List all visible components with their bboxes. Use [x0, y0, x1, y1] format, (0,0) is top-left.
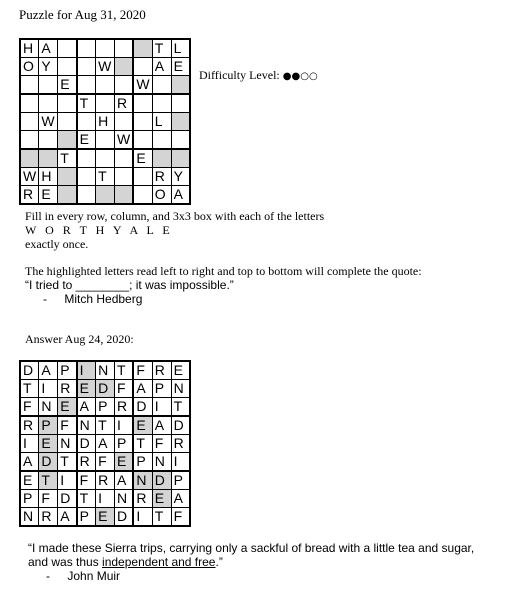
grid-cell: D — [77, 434, 96, 452]
grid-cell: R — [39, 507, 58, 525]
grid-cell — [171, 76, 190, 94]
grid-cell: N — [171, 379, 190, 397]
grid-cell: R — [20, 416, 39, 434]
grid-cell: E — [39, 185, 58, 203]
quote-intro-text: The highlighted letters read left to right and top to bottom will complete the quote: — [25, 264, 422, 278]
grid-cell — [96, 149, 115, 167]
grid-cell: N — [114, 489, 133, 507]
grid-cell: T — [58, 149, 77, 167]
grid-cell: H — [39, 167, 58, 185]
grid-cell: I — [133, 507, 152, 525]
grid-cell — [96, 185, 115, 203]
grid-cell: H — [20, 39, 39, 57]
grid-cell — [152, 94, 171, 112]
puzzle-quote: “I tried to ________; it was impossible.” — [25, 278, 234, 292]
grid-cell: A — [152, 416, 171, 434]
grid-cell: R — [114, 94, 133, 112]
grid-cell: N — [39, 398, 58, 416]
grid-cell — [114, 149, 133, 167]
grid-cell: D — [114, 507, 133, 525]
grid-cell: F — [152, 434, 171, 452]
grid-row — [20, 185, 190, 203]
grid-cell: A — [133, 379, 152, 397]
grid-cell: T — [20, 379, 39, 397]
answer-attribution-name: John Muir — [67, 569, 121, 583]
grid-cell: R — [114, 398, 133, 416]
grid-cell: L — [152, 112, 171, 130]
grid-cell: E — [133, 416, 152, 434]
grid-row — [20, 130, 190, 148]
grid-cell — [39, 130, 58, 148]
grid-row — [20, 76, 190, 94]
grid-cell: T — [133, 434, 152, 452]
grid-cell: I — [96, 489, 115, 507]
grid-cell: H — [96, 112, 115, 130]
grid-cell: E — [114, 452, 133, 470]
answer-quote-text: “I made these Sierra trips, carrying only a sackful of bread with a little tea and sugar, and was thus — [28, 541, 475, 569]
grid-cell — [39, 149, 58, 167]
attribution-name: Mitch Hedberg — [64, 292, 143, 306]
grid-cell — [58, 112, 77, 130]
grid-cell: D — [58, 489, 77, 507]
grid-cell: L — [171, 39, 190, 57]
grid-row — [20, 471, 190, 489]
grid-cell: D — [133, 398, 152, 416]
grid-cell — [171, 94, 190, 112]
instructions-line-1: Fill in every row, column, and 3x3 box with each of the letters — [25, 209, 325, 223]
grid-cell — [77, 185, 96, 203]
grid-cell: A — [114, 471, 133, 489]
grid-cell — [58, 39, 77, 57]
grid-cell: T — [152, 39, 171, 57]
grid-cell: T — [96, 416, 115, 434]
grid-cell: R — [152, 361, 171, 379]
answer-quote-end: .” — [215, 555, 223, 569]
grid-cell — [114, 185, 133, 203]
grid-row — [20, 379, 190, 397]
grid-cell: E — [77, 130, 96, 148]
grid-cell: W — [39, 112, 58, 130]
grid-cell — [58, 185, 77, 203]
grid-cell: R — [133, 489, 152, 507]
grid-cell: R — [20, 185, 39, 203]
grid-cell: T — [39, 471, 58, 489]
grid-cell: I — [171, 452, 190, 470]
grid-cell: R — [171, 434, 190, 452]
grid-cell — [133, 112, 152, 130]
quote-section — [25, 264, 422, 306]
grid-cell: E — [58, 76, 77, 94]
grid-cell: T — [171, 398, 190, 416]
grid-cell — [58, 57, 77, 75]
grid-cell — [152, 76, 171, 94]
difficulty-level — [199, 68, 318, 83]
grid-cell — [133, 185, 152, 203]
grid-cell — [152, 130, 171, 148]
grid-cell: E — [96, 507, 115, 525]
grid-cell: E — [20, 471, 39, 489]
grid-cell: P — [77, 507, 96, 525]
grid-cell: T — [114, 361, 133, 379]
grid-cell — [39, 94, 58, 112]
grid-cell: A — [171, 185, 190, 203]
grid-cell — [171, 149, 190, 167]
grid-cell: O — [20, 57, 39, 75]
grid-cell — [114, 112, 133, 130]
grid-cell: D — [171, 416, 190, 434]
grid-cell: N — [77, 416, 96, 434]
grid-cell: R — [152, 167, 171, 185]
grid-cell — [133, 57, 152, 75]
grid-cell: D — [20, 361, 39, 379]
grid-cell: E — [171, 57, 190, 75]
grid-cell — [171, 130, 190, 148]
grid-cell — [96, 76, 115, 94]
grid-cell: A — [171, 489, 190, 507]
grid-cell: E — [171, 361, 190, 379]
instructions-line-3: exactly once. — [25, 237, 89, 251]
grid-cell: I — [58, 471, 77, 489]
grid-row — [20, 361, 190, 379]
grid-cell: A — [20, 452, 39, 470]
grid-cell — [114, 57, 133, 75]
grid-cell: F — [96, 452, 115, 470]
grid-cell: F — [171, 507, 190, 525]
grid-row — [20, 434, 190, 452]
grid-cell — [77, 57, 96, 75]
grid-cell: A — [96, 434, 115, 452]
grid-cell: A — [152, 57, 171, 75]
grid-cell — [58, 130, 77, 148]
grid-cell — [20, 149, 39, 167]
grid-cell: N — [152, 452, 171, 470]
instructions — [25, 209, 324, 251]
grid-row — [20, 507, 190, 525]
grid-cell: E — [152, 489, 171, 507]
grid-cell — [133, 167, 152, 185]
grid-cell: N — [58, 434, 77, 452]
grid-cell: R — [96, 471, 115, 489]
grid-cell: P — [133, 452, 152, 470]
grid-cell: E — [77, 379, 96, 397]
grid-cell: P — [114, 434, 133, 452]
answer-title: Answer Aug 24, 2020: — [25, 332, 134, 346]
puzzle-attribution — [25, 292, 422, 306]
grid-row — [20, 39, 190, 57]
grid-cell: A — [39, 39, 58, 57]
grid-cell: A — [58, 507, 77, 525]
grid-cell — [152, 149, 171, 167]
grid-cell: R — [77, 452, 96, 470]
grid-cell — [20, 76, 39, 94]
attribution-dash: - — [43, 292, 47, 306]
grid-cell: I — [77, 361, 96, 379]
grid-cell: P — [58, 361, 77, 379]
grid-row — [20, 94, 190, 112]
puzzle-letters: W O R T H Y A L E — [25, 223, 173, 237]
answer-grid — [19, 360, 191, 527]
grid-cell: A — [39, 361, 58, 379]
grid-cell — [114, 76, 133, 94]
grid-cell: I — [20, 434, 39, 452]
grid-row — [20, 167, 190, 185]
grid-row — [20, 398, 190, 416]
grid-cell: I — [39, 379, 58, 397]
grid-cell — [20, 130, 39, 148]
grid-cell: T — [77, 94, 96, 112]
grid-cell: P — [39, 416, 58, 434]
difficulty-label: Difficulty Level: — [199, 68, 280, 82]
grid-cell: T — [58, 452, 77, 470]
grid-cell: P — [20, 489, 39, 507]
grid-cell: R — [58, 379, 77, 397]
grid-cell: F — [58, 416, 77, 434]
grid-cell: T — [96, 167, 115, 185]
grid-cell — [114, 167, 133, 185]
grid-cell — [77, 149, 96, 167]
grid-cell: W — [114, 130, 133, 148]
grid-cell: N — [20, 507, 39, 525]
grid-row — [20, 452, 190, 470]
grid-cell: N — [133, 471, 152, 489]
grid-cell — [77, 112, 96, 130]
grid-cell — [58, 167, 77, 185]
grid-cell: Y — [171, 167, 190, 185]
grid-row — [20, 489, 190, 507]
grid-cell: F — [133, 361, 152, 379]
grid-cell — [77, 39, 96, 57]
grid-cell: I — [114, 416, 133, 434]
puzzle-title: Puzzle for Aug 31, 2020 — [19, 7, 146, 22]
grid-cell: D — [39, 452, 58, 470]
answer-quote-underlined: independent and free — [102, 555, 216, 569]
grid-cell: F — [77, 471, 96, 489]
grid-cell: F — [114, 379, 133, 397]
grid-cell: F — [20, 398, 39, 416]
grid-cell — [96, 130, 115, 148]
grid-cell: O — [152, 185, 171, 203]
grid-cell — [58, 94, 77, 112]
answer-attribution — [28, 569, 478, 583]
grid-cell — [133, 130, 152, 148]
puzzle-grid — [19, 38, 191, 205]
grid-cell — [171, 112, 190, 130]
grid-cell — [133, 39, 152, 57]
grid-cell: D — [96, 379, 115, 397]
grid-cell: Y — [39, 57, 58, 75]
grid-cell: P — [171, 471, 190, 489]
grid-cell: W — [96, 57, 115, 75]
grid-cell — [96, 39, 115, 57]
grid-cell: I — [152, 398, 171, 416]
answer-attribution-dash: - — [46, 569, 50, 583]
grid-cell — [77, 76, 96, 94]
grid-cell — [96, 94, 115, 112]
grid-cell — [77, 167, 96, 185]
grid-cell: N — [96, 361, 115, 379]
grid-cell — [133, 94, 152, 112]
grid-cell — [20, 94, 39, 112]
grid-cell: T — [77, 489, 96, 507]
grid-row — [20, 149, 190, 167]
grid-cell — [39, 76, 58, 94]
grid-cell: E — [39, 434, 58, 452]
grid-cell: E — [58, 398, 77, 416]
answer-quote — [28, 541, 478, 583]
grid-cell: D — [152, 471, 171, 489]
grid-row — [20, 416, 190, 434]
grid-cell: E — [133, 149, 152, 167]
grid-row — [20, 112, 190, 130]
grid-cell: F — [39, 489, 58, 507]
grid-cell — [20, 112, 39, 130]
grid-cell — [114, 39, 133, 57]
grid-cell: W — [133, 76, 152, 94]
grid-cell: T — [152, 507, 171, 525]
grid-cell: A — [77, 398, 96, 416]
grid-cell: P — [96, 398, 115, 416]
difficulty-dots: ●●○○ — [282, 71, 318, 82]
grid-cell: P — [152, 379, 171, 397]
grid-row — [20, 57, 190, 75]
grid-cell: W — [20, 167, 39, 185]
